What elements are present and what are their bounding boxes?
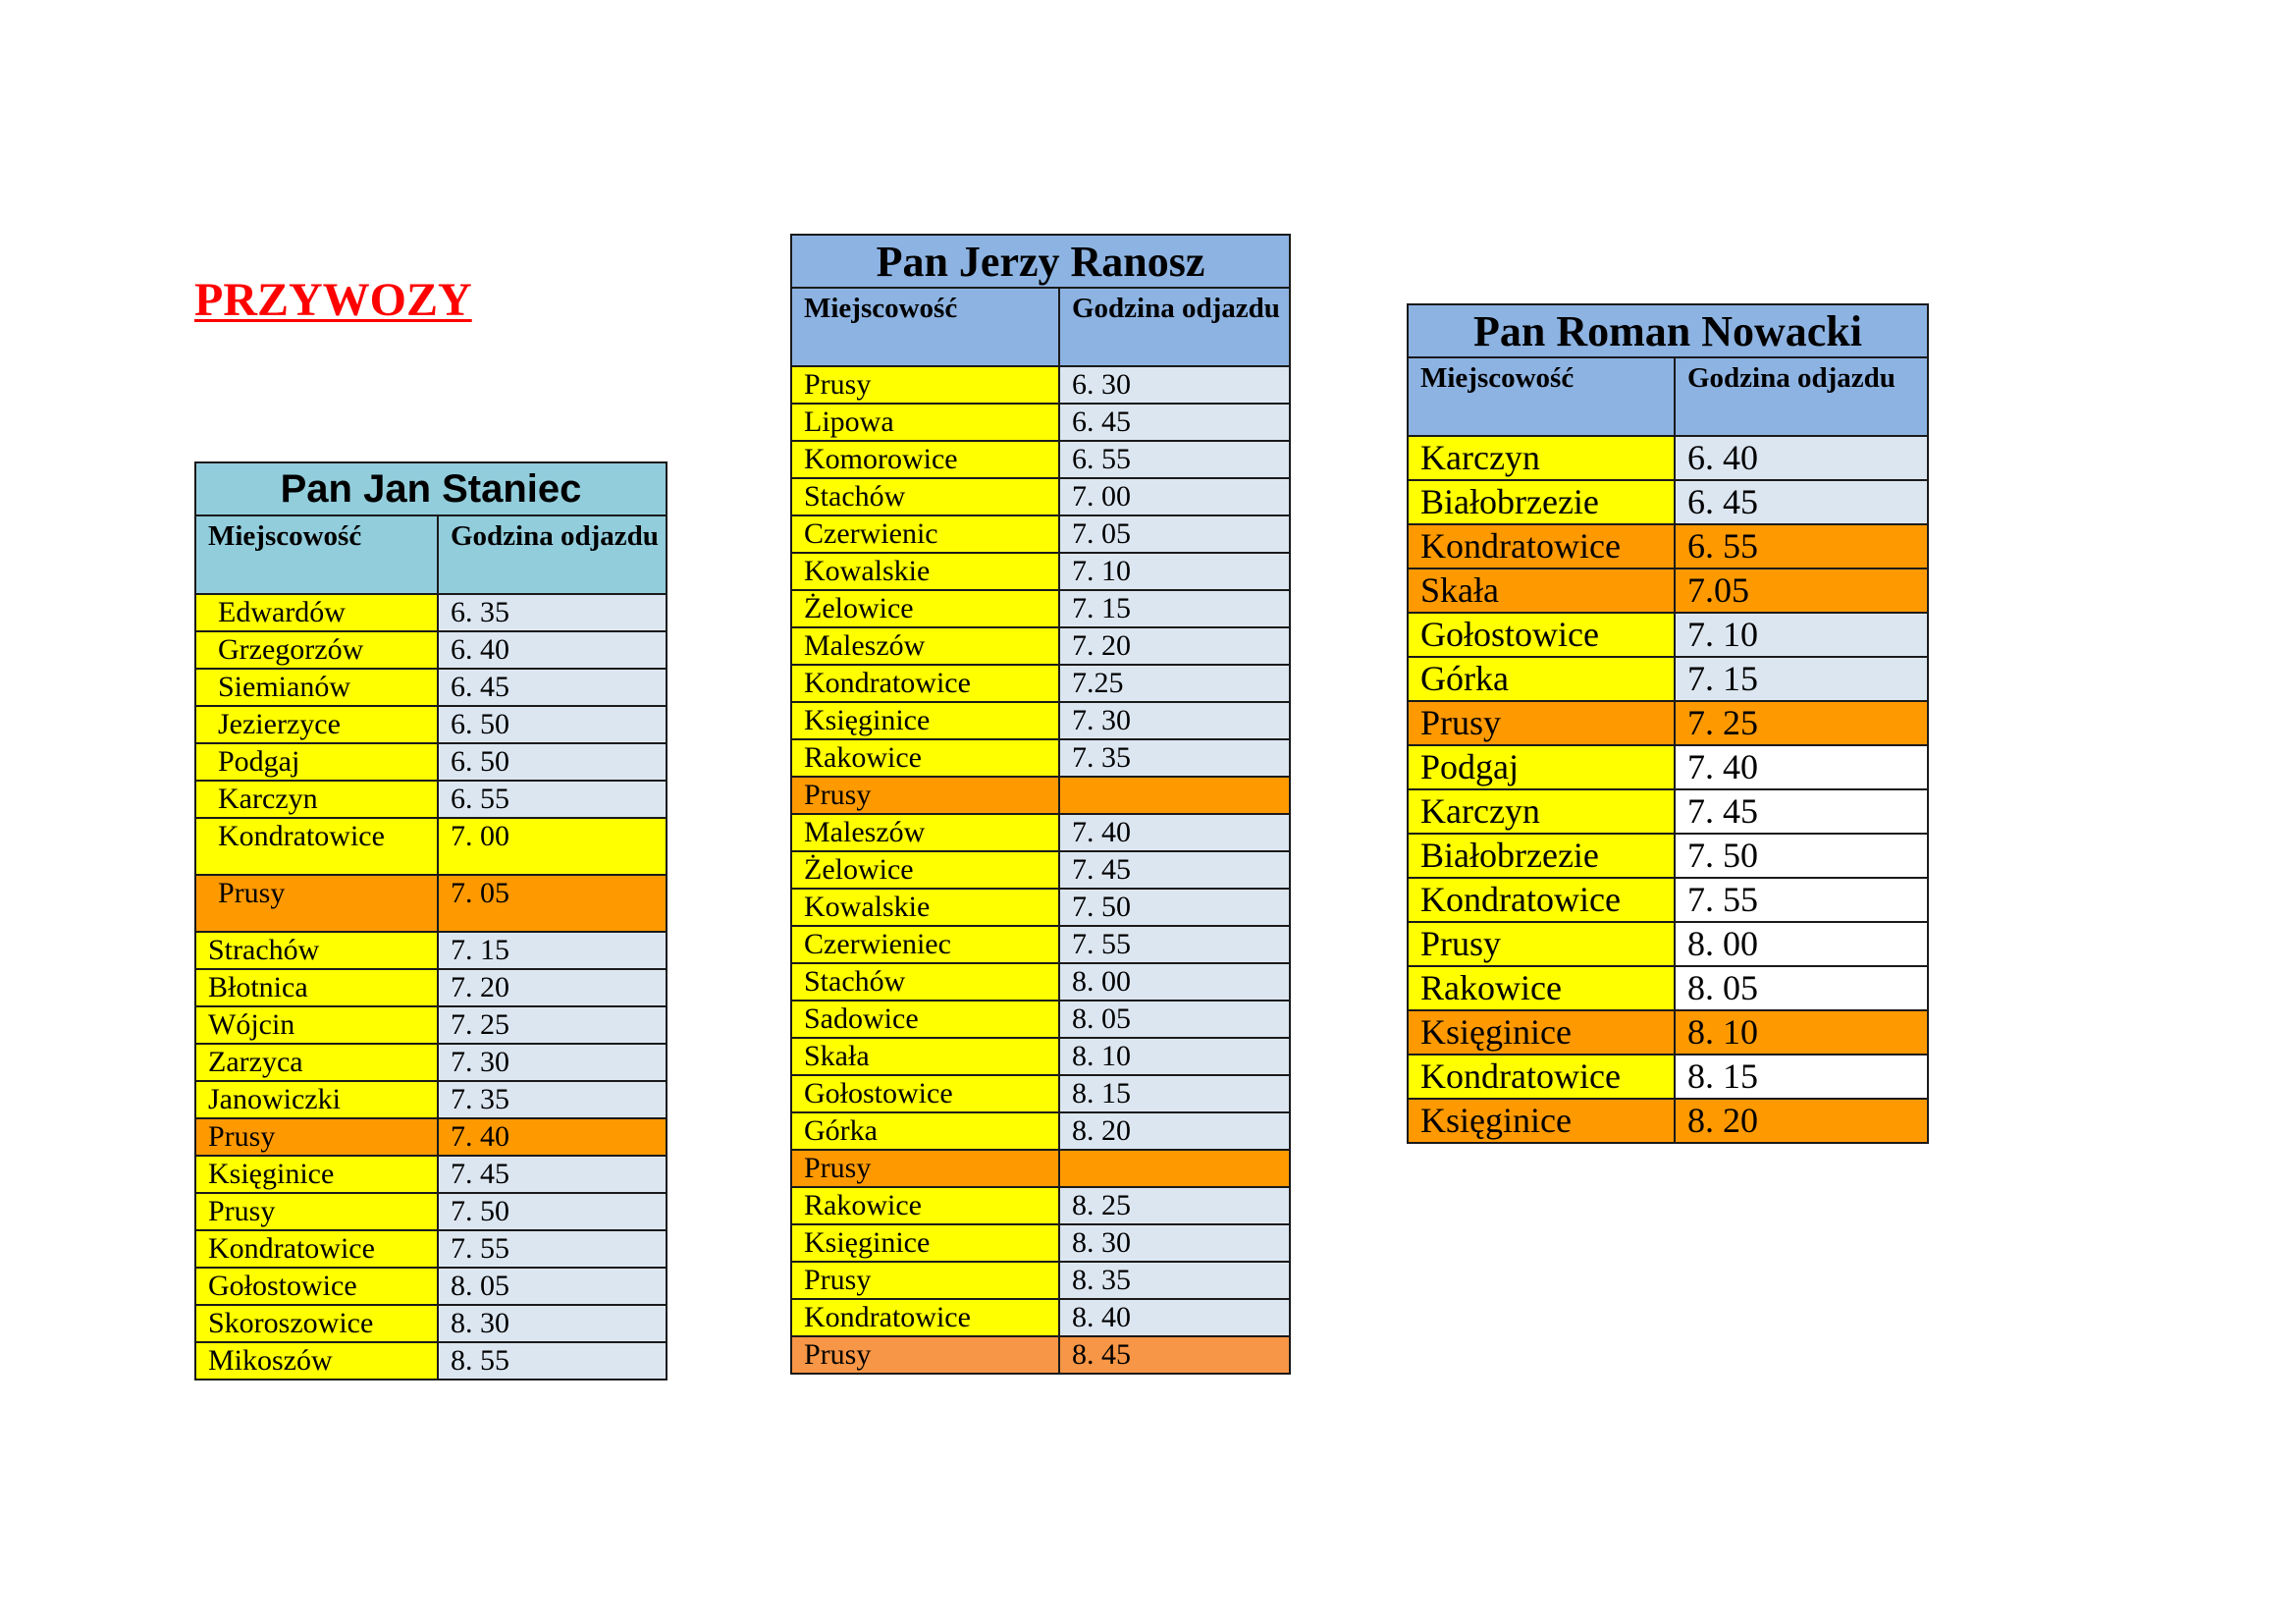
- place-cell: Kowalskie: [791, 889, 1059, 926]
- table-row: [791, 1001, 1290, 1038]
- place-cell: Prusy: [1408, 922, 1675, 966]
- time-cell: 6. 45: [1059, 404, 1290, 441]
- place-cell: Górka: [791, 1112, 1059, 1150]
- place-cell: Księginice: [791, 702, 1059, 739]
- table-row: [1408, 966, 1928, 1010]
- table-row: [791, 702, 1290, 739]
- place-cell: Siemianów: [195, 669, 438, 706]
- time-cell: 7. 15: [1059, 590, 1290, 627]
- time-cell: 7. 25: [438, 1006, 667, 1044]
- place-cell: Kondratowice: [1408, 878, 1675, 922]
- time-cell: 7. 20: [1059, 627, 1290, 665]
- place-cell: Księginice: [1408, 1010, 1675, 1055]
- time-cell: 8. 00: [1675, 922, 1928, 966]
- table-row: [791, 926, 1290, 963]
- table-body: [195, 594, 667, 1380]
- table-row: [791, 515, 1290, 553]
- table-row: [791, 366, 1290, 404]
- place-cell: Podgaj: [1408, 745, 1675, 789]
- time-cell: 6. 40: [1675, 436, 1928, 480]
- time-cell: 8. 40: [1059, 1299, 1290, 1336]
- table-row: [791, 1262, 1290, 1299]
- time-cell: 7. 40: [438, 1118, 667, 1156]
- place-cell: Mikoszów: [195, 1342, 438, 1380]
- table-row: [791, 1299, 1290, 1336]
- time-cell: 6. 55: [1059, 441, 1290, 478]
- column-header-place: Miejscowość: [195, 515, 438, 594]
- place-cell: Lipowa: [791, 404, 1059, 441]
- place-cell: Grzegorzów: [195, 631, 438, 669]
- place-cell: Jezierzyce: [195, 706, 438, 743]
- table-row: [791, 739, 1290, 777]
- table-row: [195, 969, 667, 1006]
- table-row: [1408, 613, 1928, 657]
- time-cell: 7. 35: [1059, 739, 1290, 777]
- table-row: [791, 889, 1290, 926]
- time-cell: 7. 15: [1675, 657, 1928, 701]
- place-cell: Stachów: [791, 478, 1059, 515]
- time-cell: 7. 25: [1675, 701, 1928, 745]
- time-cell: 8. 30: [1059, 1224, 1290, 1262]
- table-row: [195, 1193, 667, 1230]
- place-cell: Gołostowice: [1408, 613, 1675, 657]
- place-cell: Rakowice: [1408, 966, 1675, 1010]
- table-row: [1408, 922, 1928, 966]
- place-cell: Skoroszowice: [195, 1305, 438, 1342]
- place-cell: Żelowice: [791, 851, 1059, 889]
- place-cell: Stachów: [791, 963, 1059, 1001]
- column-header-place: Miejscowość: [1408, 357, 1675, 436]
- time-cell: 7. 05: [438, 875, 667, 932]
- time-cell: 8. 05: [1675, 966, 1928, 1010]
- time-cell: 6. 55: [1675, 524, 1928, 568]
- table-row: [791, 441, 1290, 478]
- table-row: [195, 669, 667, 706]
- table-row: [195, 1342, 667, 1380]
- time-cell: 7. 30: [1059, 702, 1290, 739]
- time-cell: 7. 40: [1059, 814, 1290, 851]
- table-row: [791, 814, 1290, 851]
- place-cell: Zarzyca: [195, 1044, 438, 1081]
- time-cell: 7. 50: [438, 1193, 667, 1230]
- time-cell: 7. 55: [1059, 926, 1290, 963]
- table-row: [1408, 1099, 1928, 1143]
- time-cell: 8. 30: [438, 1305, 667, 1342]
- place-cell: Prusy: [195, 1118, 438, 1156]
- place-cell: Kondratowice: [1408, 1055, 1675, 1099]
- table-body: [1408, 436, 1928, 1143]
- time-cell: 8. 15: [1059, 1075, 1290, 1112]
- table-row: [791, 665, 1290, 702]
- place-cell: Komorowice: [791, 441, 1059, 478]
- table-row: [1408, 480, 1928, 524]
- time-cell: 7.25: [1059, 665, 1290, 702]
- time-cell: 7. 05: [1059, 515, 1290, 553]
- schedule-table-ranosz: [790, 234, 1291, 1375]
- table-row: [1408, 789, 1928, 834]
- place-cell: Gołostowice: [791, 1075, 1059, 1112]
- table-row: [791, 404, 1290, 441]
- place-cell: Księginice: [195, 1156, 438, 1193]
- table-row: [195, 781, 667, 818]
- table-row: [791, 1187, 1290, 1224]
- table-row: [1408, 1055, 1928, 1099]
- driver-name: Pan Roman Nowacki: [1408, 304, 1928, 357]
- table-row: [1408, 878, 1928, 922]
- time-cell: 7. 50: [1059, 889, 1290, 926]
- place-cell: Edwardów: [195, 594, 438, 631]
- table-row: [1408, 701, 1928, 745]
- table-row: [195, 1230, 667, 1268]
- table-row: [195, 818, 667, 875]
- table-row: [791, 1150, 1290, 1187]
- table-row: [791, 1224, 1290, 1262]
- place-cell: Strachów: [195, 932, 438, 969]
- time-cell: 7. 30: [438, 1044, 667, 1081]
- table-row: [195, 631, 667, 669]
- table-row: [791, 590, 1290, 627]
- place-cell: Księginice: [1408, 1099, 1675, 1143]
- table-row: [195, 1156, 667, 1193]
- schedule-table-nowacki: [1407, 303, 1929, 1144]
- time-cell: 6. 45: [438, 669, 667, 706]
- table-row: [195, 875, 667, 932]
- driver-name: Pan Jan Staniec: [195, 462, 667, 515]
- place-cell: Górka: [1408, 657, 1675, 701]
- place-cell: Prusy: [791, 366, 1059, 404]
- place-cell: Janowiczki: [195, 1081, 438, 1118]
- time-cell: [1059, 777, 1290, 814]
- time-cell: [1059, 1150, 1290, 1187]
- time-cell: 8. 20: [1059, 1112, 1290, 1150]
- table-row: [195, 932, 667, 969]
- table-row: [1408, 436, 1928, 480]
- time-cell: 7. 55: [438, 1230, 667, 1268]
- time-cell: 8. 05: [1059, 1001, 1290, 1038]
- place-cell: Sadowice: [791, 1001, 1059, 1038]
- place-cell: Kondratowice: [1408, 524, 1675, 568]
- table-row: [791, 627, 1290, 665]
- place-cell: Kondratowice: [791, 665, 1059, 702]
- place-cell: Prusy: [791, 1336, 1059, 1374]
- place-cell: Karczyn: [195, 781, 438, 818]
- place-cell: Prusy: [791, 1262, 1059, 1299]
- table-row: [1408, 1010, 1928, 1055]
- place-cell: Kondratowice: [195, 818, 438, 875]
- place-cell: Gołostowice: [195, 1268, 438, 1305]
- time-cell: 8. 00: [1059, 963, 1290, 1001]
- place-cell: Rakowice: [791, 739, 1059, 777]
- time-cell: 8. 20: [1675, 1099, 1928, 1143]
- time-cell: 7. 20: [438, 969, 667, 1006]
- time-cell: 6. 50: [438, 743, 667, 781]
- place-cell: Białobrzezie: [1408, 834, 1675, 878]
- table-row: [791, 1075, 1290, 1112]
- place-cell: Wójcin: [195, 1006, 438, 1044]
- table-row: [195, 743, 667, 781]
- place-cell: Skała: [791, 1038, 1059, 1075]
- time-cell: 8. 35: [1059, 1262, 1290, 1299]
- time-cell: 7.05: [1675, 568, 1928, 613]
- place-cell: Księginice: [791, 1224, 1059, 1262]
- place-cell: Kowalskie: [791, 553, 1059, 590]
- time-cell: 8. 10: [1059, 1038, 1290, 1075]
- page-title: PRZYWOZY: [194, 274, 472, 326]
- column-header-time: Godzina odjazdu: [1675, 357, 1928, 436]
- time-cell: 7. 45: [1059, 851, 1290, 889]
- table-row: [1408, 568, 1928, 613]
- place-cell: Prusy: [791, 777, 1059, 814]
- table-row: [195, 1305, 667, 1342]
- time-cell: 6. 55: [438, 781, 667, 818]
- time-cell: 6. 40: [438, 631, 667, 669]
- place-cell: Kondratowice: [195, 1230, 438, 1268]
- table-row: [791, 553, 1290, 590]
- time-cell: 7. 40: [1675, 745, 1928, 789]
- place-cell: Maleszów: [791, 627, 1059, 665]
- table-row: [195, 1118, 667, 1156]
- place-cell: Skała: [1408, 568, 1675, 613]
- place-cell: Czerwienic: [791, 515, 1059, 553]
- time-cell: 6. 45: [1675, 480, 1928, 524]
- time-cell: 8. 25: [1059, 1187, 1290, 1224]
- time-cell: 8. 10: [1675, 1010, 1928, 1055]
- place-cell: Prusy: [791, 1150, 1059, 1187]
- table-row: [195, 1044, 667, 1081]
- time-cell: 7. 10: [1675, 613, 1928, 657]
- table-row: [1408, 524, 1928, 568]
- time-cell: 7. 10: [1059, 553, 1290, 590]
- place-cell: Podgaj: [195, 743, 438, 781]
- time-cell: 7. 45: [438, 1156, 667, 1193]
- table-row: [195, 706, 667, 743]
- time-cell: 8. 15: [1675, 1055, 1928, 1099]
- table-body: [791, 366, 1290, 1374]
- table-row: [195, 1006, 667, 1044]
- column-header-time: Godzina odjazdu: [438, 515, 667, 594]
- table-row: [791, 777, 1290, 814]
- column-header-time: Godzina odjazdu: [1059, 288, 1290, 366]
- time-cell: 7. 15: [438, 932, 667, 969]
- place-cell: Żelowice: [791, 590, 1059, 627]
- table-row: [791, 1112, 1290, 1150]
- table-row: [791, 1336, 1290, 1374]
- place-cell: Kondratowice: [791, 1299, 1059, 1336]
- time-cell: 7. 35: [438, 1081, 667, 1118]
- table-row: [791, 851, 1290, 889]
- time-cell: 6. 35: [438, 594, 667, 631]
- time-cell: 7. 00: [438, 818, 667, 875]
- table-row: [195, 1081, 667, 1118]
- time-cell: 7. 00: [1059, 478, 1290, 515]
- place-cell: Prusy: [1408, 701, 1675, 745]
- table-row: [1408, 745, 1928, 789]
- time-cell: 6. 50: [438, 706, 667, 743]
- place-cell: Białobrzezie: [1408, 480, 1675, 524]
- place-cell: Prusy: [195, 875, 438, 932]
- time-cell: 7. 50: [1675, 834, 1928, 878]
- place-cell: Karczyn: [1408, 436, 1675, 480]
- place-cell: Prusy: [195, 1193, 438, 1230]
- table-row: [791, 963, 1290, 1001]
- place-cell: Rakowice: [791, 1187, 1059, 1224]
- table-row: [195, 1268, 667, 1305]
- time-cell: 7. 45: [1675, 789, 1928, 834]
- table-row: [791, 478, 1290, 515]
- table-row: [791, 1038, 1290, 1075]
- time-cell: 8. 55: [438, 1342, 667, 1380]
- time-cell: 8. 05: [438, 1268, 667, 1305]
- time-cell: 8. 45: [1059, 1336, 1290, 1374]
- table-row: [1408, 657, 1928, 701]
- place-cell: Czerwieniec: [791, 926, 1059, 963]
- table-row: [1408, 834, 1928, 878]
- time-cell: 6. 30: [1059, 366, 1290, 404]
- place-cell: Maleszów: [791, 814, 1059, 851]
- place-cell: Karczyn: [1408, 789, 1675, 834]
- table-row: [195, 594, 667, 631]
- place-cell: Błotnica: [195, 969, 438, 1006]
- schedule-table-staniec: [194, 461, 667, 1380]
- column-header-place: Miejscowość: [791, 288, 1059, 366]
- driver-name: Pan Jerzy Ranosz: [791, 235, 1290, 288]
- time-cell: 7. 55: [1675, 878, 1928, 922]
